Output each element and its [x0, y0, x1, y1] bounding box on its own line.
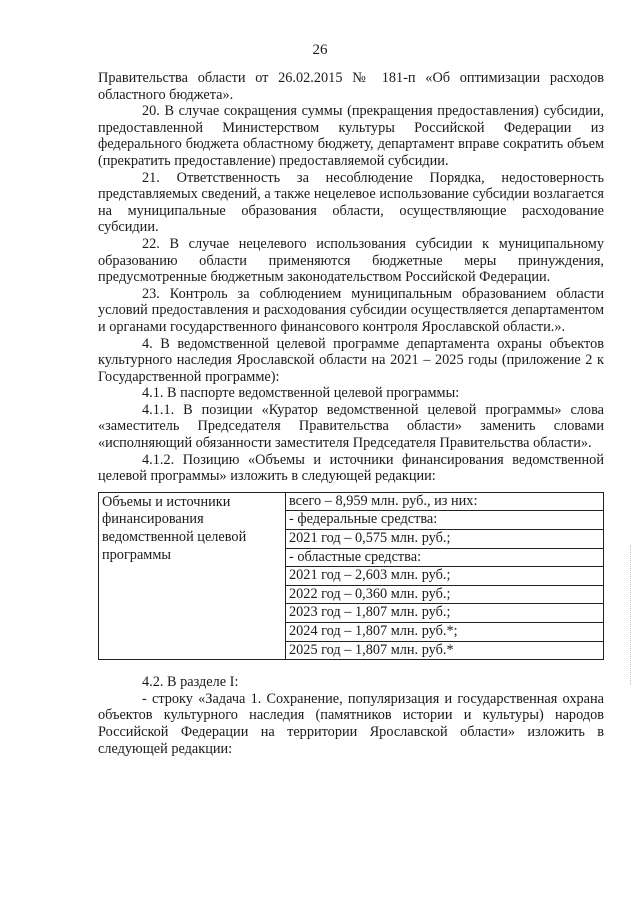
paragraph: 4.1. В паспорте ведомственной целевой программы:: [142, 385, 460, 402]
paragraph: 21. Ответственность за несоблюдение Порядка, недостоверность представляемых сведений, а также нецелевое использование субсидии возлагается на муниципальные образования области, осуществляющие расходование субсидии.: [98, 169, 604, 236]
financing-value-line: 2021 год – 2,603 млн. руб.;: [286, 567, 603, 586]
financing-label-cell: Объемы и источники финансирования ведомственной целевой программы: [99, 492, 286, 659]
paragraphs-bottom: [98, 674, 604, 757]
page-number: 26: [312, 42, 328, 58]
paragraph: 20. В случае сокращения суммы (прекращения предоставления) субсидии, предоставленной Министерством культуры Российской Федерации из федерального бюджета областному бюджету, департамент вправе сократить объем (прекратить предоставление) предоставляемой субсидии.: [98, 103, 604, 169]
paragraph: - строку «Задача 1. Сохранение, популяризация и государственная охрана объектов культурного наследия (памятников истории и культуры) народов Российской Федерации на территории Ярославской области» изложить в следующей редакции:: [98, 690, 604, 757]
document-body: [98, 70, 604, 757]
financing-values-list: [286, 493, 603, 659]
financing-value-line: - федеральные средства:: [286, 511, 603, 530]
financing-value-line: 2025 год – 1,807 млн. руб.*: [289, 641, 454, 658]
paragraph: Правительства области от 26.02.2015 № 181-п «Об оптимизации расходов областного бюджета».: [98, 70, 604, 103]
paragraph: 4.1.2. Позицию «Объемы и источники финансирования ведомственной целевой программы» изложить в следующей редакции:: [98, 451, 604, 485]
table-row: [99, 492, 604, 659]
scan-margin-mark: [630, 545, 632, 685]
paragraph: 4.2. В разделе I:: [142, 674, 239, 691]
financing-value-line: 2023 год – 1,807 млн. руб.;: [286, 604, 603, 623]
paragraph: 4.1.1. В позиции «Куратор ведомственной целевой программы» слова «заместитель Председателя Правительства области» заменить словами «исполняющий обязанности заместителя Председателя Правительства области».: [98, 401, 604, 452]
financing-value-line: 2022 год – 0,360 млн. руб.;: [286, 586, 603, 605]
financing-value-line: 2021 год – 0,575 млн. руб.;: [286, 530, 603, 549]
financing-values-cell: [286, 492, 604, 659]
paragraph: 4. В ведомственной целевой программе департамента охраны объектов культурного наследия Ярославской области на 2021 – 2025 годы (приложение 2 к Государственной программе):: [98, 335, 604, 385]
financing-value-line: 2024 год – 1,807 млн. руб.*;: [286, 623, 603, 642]
financing-value-line: всего – 8,959 млн. руб., из них:: [286, 493, 603, 512]
paragraphs-top: [98, 70, 604, 485]
paragraph: 23. Контроль за соблюдением муниципальным образованием области условий предоставления и расходования субсидии осуществляется департаментом и органами государственного финансового контроля Ярославской области.».: [98, 285, 604, 335]
paragraph: 22. В случае нецелевого использования субсидии к муниципальному образованию области применяются бюджетные меры принуждения, предусмотренные бюджетным законодательством Российской Федерации.: [98, 235, 604, 286]
financing-table: [98, 492, 604, 660]
financing-value-line: - областные средства:: [286, 549, 603, 568]
